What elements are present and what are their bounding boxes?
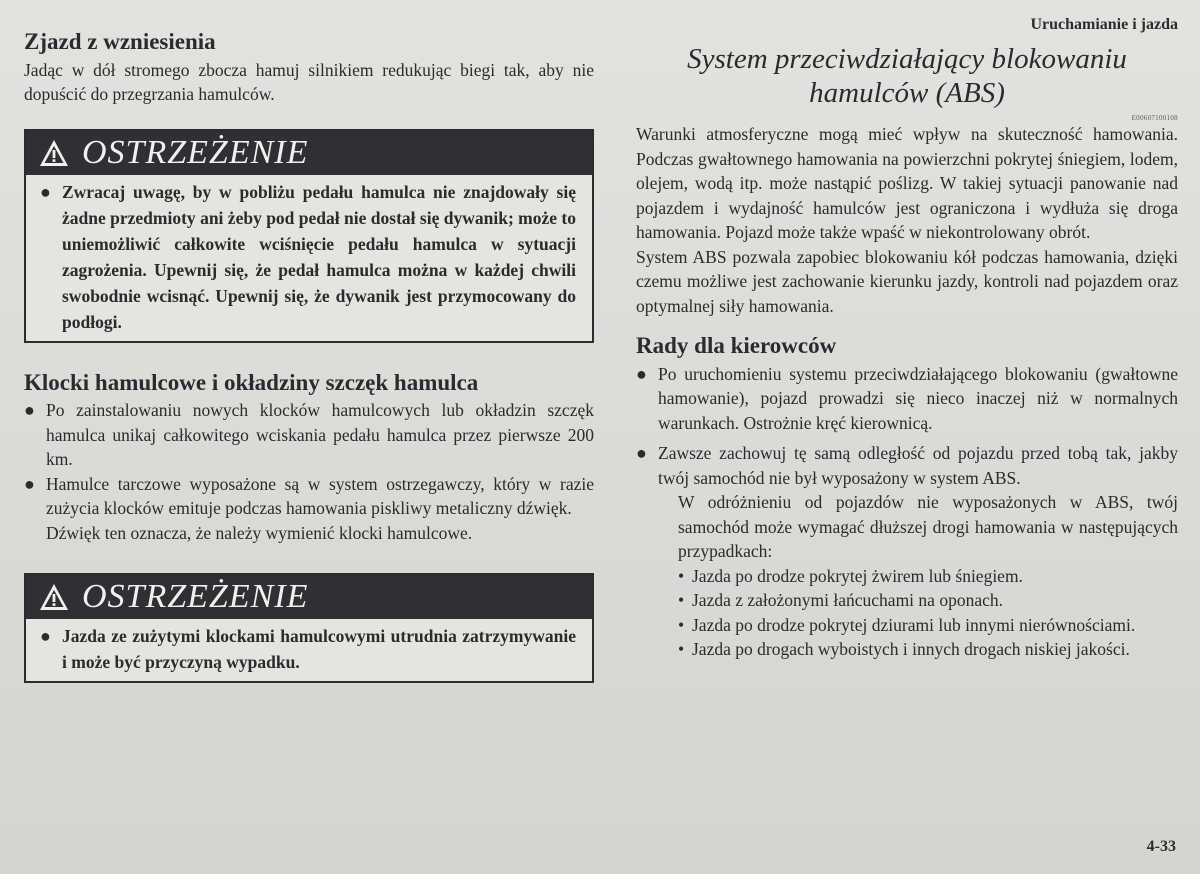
abs-title-line1: System przeciwdziałający blokowaniu (687, 43, 1127, 75)
bullet-icon: ● (24, 400, 35, 421)
bullet-icon: ● (24, 473, 35, 494)
warning-header (26, 131, 592, 175)
warning-item (40, 179, 576, 335)
case-item-text: Jazda po drodze pokrytej żwirem lub śniegiem. (692, 565, 1023, 586)
bullet-icon: ● (636, 363, 647, 384)
dash-bullet-icon: • (678, 639, 685, 660)
case-item (678, 637, 1178, 662)
abs-paragraph-2: System ABS pozwala zapobiec blokowaniu kół podczas hamowania, dzięki czemu możliwe jest zachowanie kierunku jazdy, kontroli nad pojazdem oraz optymalnej siły hamowania. (636, 246, 1178, 316)
case-item (678, 588, 1178, 613)
page-number: 4-33 (1146, 838, 1176, 855)
dash-bullet-icon: • (678, 590, 685, 611)
list-item-text: Hamulce tarczowe wyposażone są w system ostrzegawczy, który w razie zużycia klocków emituje podczas hamowania piskliwy metaliczny dźwięk. (46, 473, 594, 519)
tips-list (636, 362, 1178, 662)
case-item (678, 613, 1178, 638)
bullet-icon: ● (40, 181, 51, 202)
abs-title (636, 42, 1178, 110)
case-item-text: Jazda z założonymi łańcuchami na oponach. (692, 590, 1003, 611)
warning-item-text: Zwracaj uwagę, by w pobliżu pedału hamulca nie znajdowały się żadne przedmioty ani żeby pod pedał nie dostał się dywanik; może to uniemożliwić całkowite wciśnięcie pedału hamulca w sytuacji zagrożenia. Upewnij się, że pedał hamulca można w każdej chwili swobodnie wcisnąć. Upewnij się, że dywanik jest przymocowany do podłogi. (62, 181, 576, 332)
warning-triangle-icon (38, 138, 70, 168)
abs-paragraph-1: Warunki atmosferyczne mogą mieć wpływ na skuteczność hamowania. Podczas gwałtownego hamowania na powierzchni pokrytej śniegiem, lodem, olejem, wodą itp. może nastąpić poślizg. W takiej sytuacji panowanie nad pojazdem i wydajność hamulców jest ograniczona i wydłuża się droga hamowania. Pojazd może także wpaść w niekontrolowany obrót. (636, 124, 1178, 242)
warning-item-text: Jazda ze zużytymi klockami hamulcowymi utrudnia zatrzymywanie i może być przyczyną wypadku. (62, 626, 576, 673)
section-heading-brake-pads: Klocki hamulcowe i okładziny szczęk hamulca (24, 369, 479, 395)
reference-code: E00607100108 (1131, 114, 1178, 122)
left-column (24, 28, 594, 683)
warning-title: OSTRZEŻENIE (82, 578, 309, 616)
warning-triangle-icon (38, 582, 70, 612)
list-item (24, 398, 594, 472)
tip-item-text: Po uruchomieniu systemu przeciwdziałającego blokowaniu (gwałtowne hamowanie), pojazd prowadzi się nieco inaczej niż w normalnych warunkach. Ostrożnie kręć kierownicą. (658, 363, 1178, 433)
list-item-text: Po zainstalowaniu nowych klocków hamulcowych lub okładzin szczęk hamulca unikaj całkowitego wciskania pedału hamulca przez pierwsze 200 km. (46, 400, 594, 470)
tip-item-text: Zawsze zachowuj tę samą odległość od pojazdu przed tobą tak, jakby twój samochód nie był wyposażony w system ABS. (658, 443, 1178, 488)
descent-text: Jadąc w dół stromego zbocza hamuj silnikiem redukując biegi tak, aby nie dopuścić do przegrzania hamulców. (24, 59, 594, 105)
warning-title: OSTRZEŻENIE (82, 133, 309, 171)
warning-header (26, 575, 592, 619)
warning-item (40, 623, 576, 675)
brake-pads-note: Dźwięk ten oznacza, że należy wymienić klocki hamulcowe. (46, 522, 473, 543)
tip-item (636, 362, 1178, 436)
chapter-header: Uruchamianie i jazda (1030, 16, 1178, 33)
cases-list (636, 564, 1178, 662)
case-item-text: Jazda po drogach wyboistych i innych drogach niskiej jakości. (692, 639, 1130, 660)
tip-item (636, 441, 1178, 490)
warning-body (26, 175, 592, 341)
right-column (636, 16, 1178, 662)
dash-bullet-icon: • (678, 614, 685, 635)
abs-title-line2: hamulców (ABS) (809, 77, 1005, 109)
bullet-icon: ● (40, 626, 51, 647)
case-item (678, 564, 1178, 589)
tips-heading: Rady dla kierowców (636, 333, 837, 358)
dash-bullet-icon: • (678, 565, 685, 586)
warning-box-worn-pads (24, 573, 594, 683)
warning-body (26, 619, 592, 681)
brake-pads-list (24, 398, 594, 545)
bullet-icon: ● (636, 443, 647, 464)
section-heading-descent: Zjazd z wzniesienia (24, 29, 216, 54)
warning-box-pedal (24, 129, 594, 343)
case-item-text: Jazda po drodze pokrytej dziurami lub innymi nierównościami. (692, 614, 1136, 635)
tips-note: W odróżnieniu od pojazdów nie wyposażonych w ABS, twój samochód może wymagać dłuższej drogi hamowania w następujących przypadkach: (678, 492, 1178, 562)
list-item (24, 472, 594, 521)
